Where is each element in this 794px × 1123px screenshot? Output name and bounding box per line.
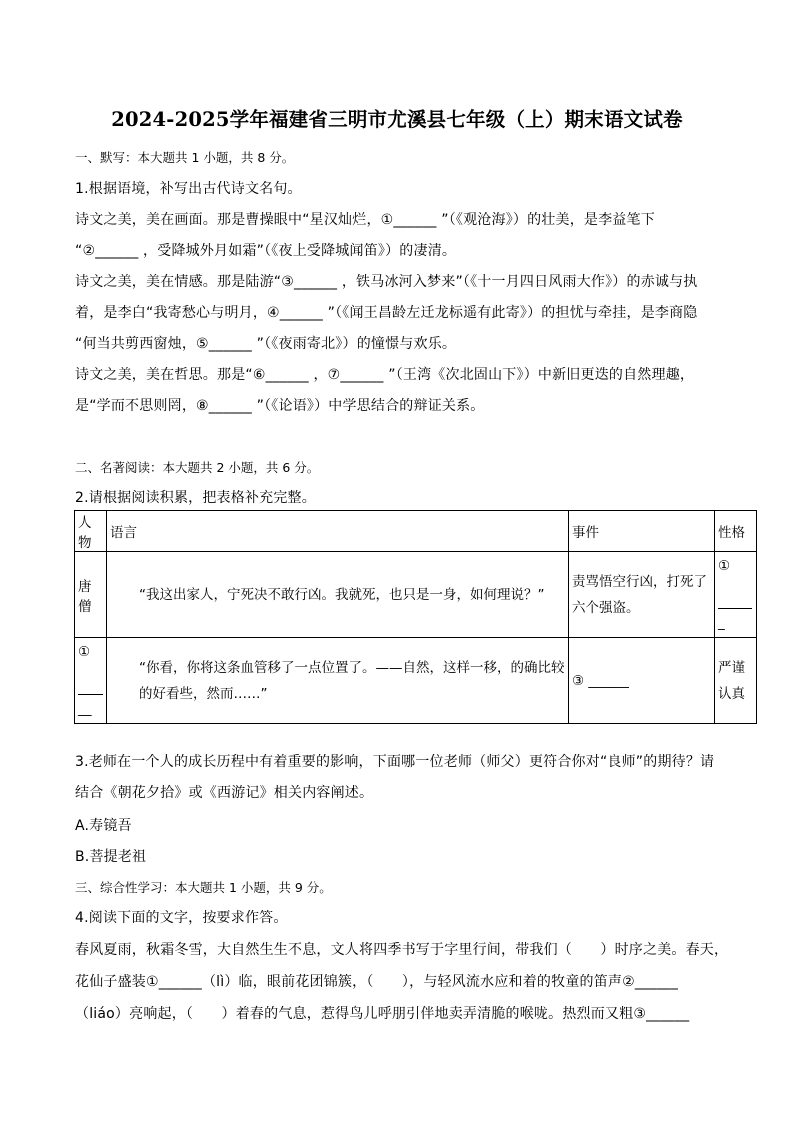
s1-line-5: “何当共剪西窗烛，⑤______ ”（《夜雨寄北》）的憧憬与欢乐。 (75, 336, 457, 352)
row2-person-blank[interactable] (75, 638, 107, 724)
row2-event-blank[interactable]: ③ ______ (569, 638, 715, 724)
option-b: B.菩提老祖 (75, 849, 147, 865)
section1-heading: 一、默写：本大题共 1 小题，共 8 分。 (75, 150, 295, 165)
row1-trait-number: ① (718, 558, 731, 574)
row1-speech: “我这出家人，宁死决不敢行凶。我就死，也只是一身，如何理说？” (107, 552, 569, 638)
exam-title: 2024-2025学年福建省三明市尤溪县七年级（上）期末语文试卷 (111, 108, 683, 131)
question-3-line-2: 结合《朝花夕拾》或《西游记》相关内容阐述。 (75, 785, 374, 801)
row1-person: 唐僧 (75, 552, 107, 638)
row1-trait-blank[interactable] (715, 552, 757, 638)
header-speech: 语言 (107, 511, 569, 552)
row1-trait-tail: _ (718, 615, 725, 631)
s1-line-7: 是“学而不思则罔，⑧______ ”（《论语》）中学思结合的辩证关系。 (75, 398, 485, 414)
question-1-prompt: 1.根据语境，补写出古代诗文名句。 (75, 181, 302, 197)
row2-person-tail: __ (78, 701, 92, 717)
s1-line-2: “②______ ，受降城外月如霜”（《夜上受降城闻笛》）的凄清。 (75, 243, 457, 259)
option-a: A.寿镜吾 (75, 818, 132, 834)
s3-line-1: 春风夏雨，秋霜冬雪，大自然生生不息，文人将四季书写于字里行间，带我们（ ）时序之美。春天， (75, 942, 729, 958)
row2-speech: “你看，你将这条血管移了一点位置了。——自然，这样一移，的确比较的好看些，然而……” (107, 638, 569, 724)
row2-person-number: ① (78, 644, 91, 660)
s3-line-3: （liáo）亮响起，（ ）着春的气息，惹得鸟儿呼朋引伴地卖弄清脆的喉咙。热烈而又粗③______ (75, 1006, 690, 1022)
s1-line-3: 诗文之美，美在情感。那是陆游“③______ ，铁马冰河入梦来”（《十一月四日风雨大作》）的赤诚与执 (75, 274, 698, 290)
question-2-prompt: 2.请根据阅读积累，把表格补充完整。 (75, 490, 316, 506)
reading-table (74, 510, 757, 724)
header-event: 事件 (569, 511, 715, 552)
question-4-prompt: 4.阅读下面的文字，按要求作答。 (75, 910, 288, 926)
header-person: 人物 (75, 511, 107, 552)
table-header-row (75, 511, 757, 552)
s1-line-6: 诗文之美，美在哲思。那是“⑥______ ，⑦______ ”（王湾《次北固山下》）中新旧更迭的自然理趣， (75, 367, 695, 383)
question-3-line-1: 3.老师在一个人的成长历程中有着重要的影响，下面哪一位老师（师父）更符合你对“良师”的期待？请 (75, 754, 715, 770)
s3-line-2: 花仙子盛装①______（lì）临，眼前花团锦簇，（ ），与轻风流水应和着的牧童的笛声②______ (75, 974, 679, 990)
section3-heading: 三、综合性学习：本大题共 1 小题，共 9 分。 (75, 880, 332, 895)
table-row (75, 552, 757, 638)
row2-person-line (78, 666, 103, 695)
section2-heading: 二、名著阅读：本大题共 2 小题，共 6 分。 (75, 460, 320, 475)
s1-line-4: 着，是李白“我寄愁心与明月，④______ ”（《闻王昌龄左迁龙标遥有此寄》）的担忧与牵挂，是李商隐 (75, 305, 698, 321)
s1-line-1: 诗文之美，美在画面。那是曹操眼中“星汉灿烂，①______ ”（《观沧海》）的壮美，是李益笔下 (75, 212, 655, 228)
header-trait: 性格 (715, 511, 757, 552)
table-row (75, 638, 757, 724)
row2-trait: 严谨认真 (715, 638, 757, 724)
row1-trait-line (718, 580, 753, 609)
row1-event: 责骂悟空行凶，打死了六个强盗。 (569, 552, 715, 638)
